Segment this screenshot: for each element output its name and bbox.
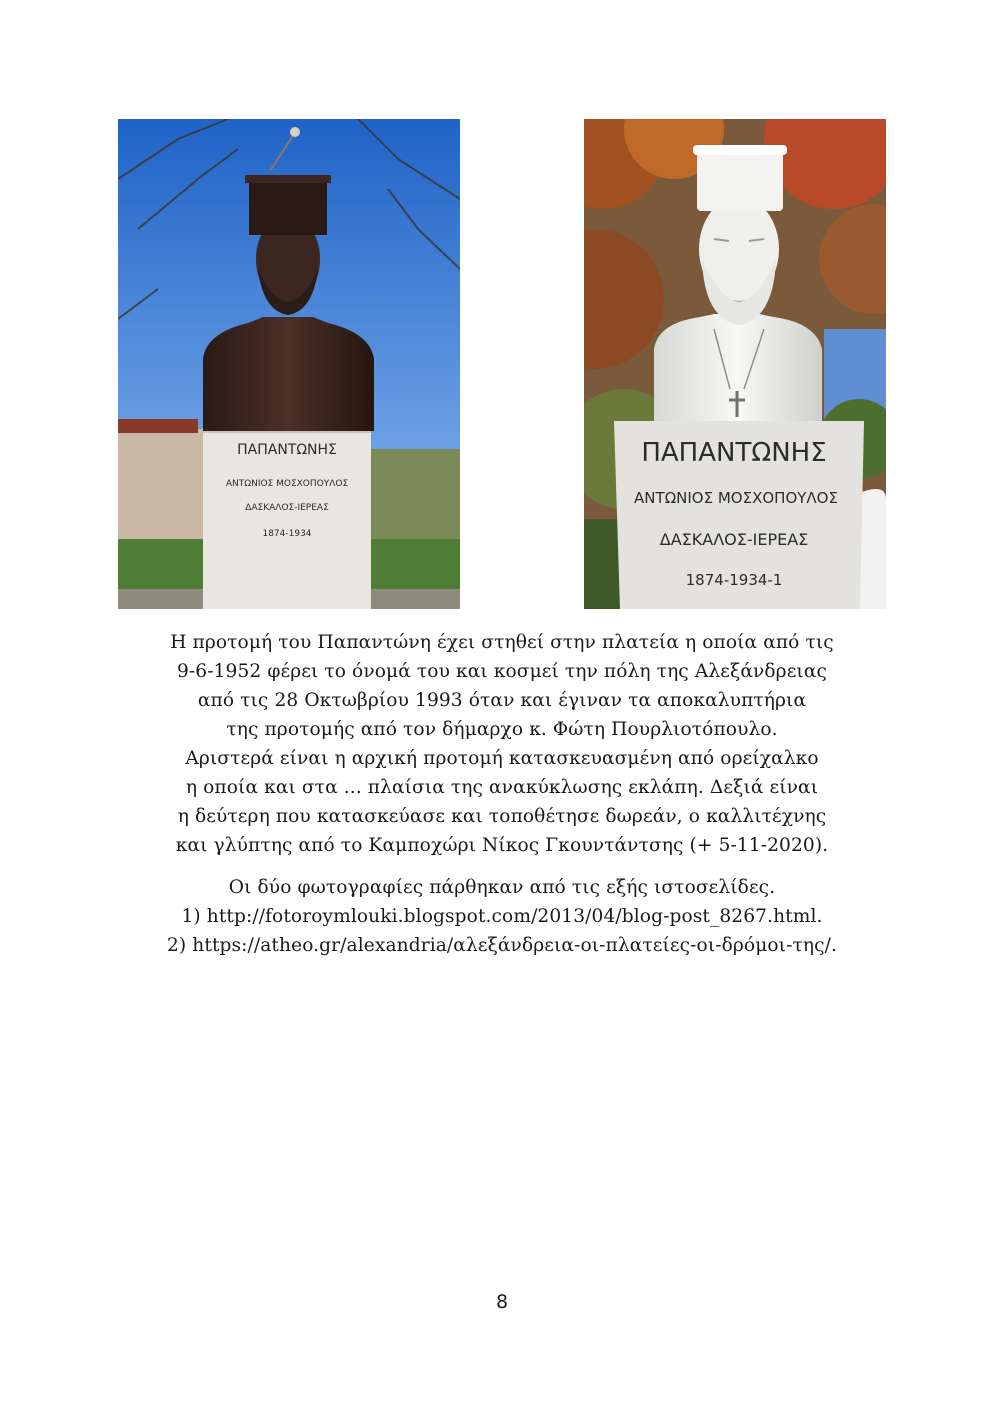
- caption-line: Αριστερά είναι η αρχική προτομή κατασκευασμένη από ορείχαλκο: [185, 748, 819, 769]
- left-inscription-role: ΔΑΣΚΑΛΟΣ-ΙΕΡΕΑΣ: [245, 503, 329, 513]
- source-link-1: 1) http://fotoroymlouki.blogspot.com/2013/04/blog-post_8267.html.: [181, 906, 823, 927]
- left-inscription-title: ΠΑΠΑΝΤΩΝΗΣ: [237, 442, 337, 458]
- caption-line: η οποία και στα ... πλαίσια της ανακύκλωσης εκλάπη. Δεξιά είναι: [185, 777, 819, 798]
- caption-line: και γλύπτης από το Καμποχώρι Νίκος Γκουντάντσης (+ 5-11-2020).: [175, 835, 829, 856]
- page-number: 8: [495, 1291, 509, 1313]
- left-inscription-name: ΑΝΤΩΝΙΟΣ ΜΟΣΧΟΠΟΥΛΟΣ: [225, 479, 349, 489]
- caption-line: από τις 28 Οκτωβρίου 1993 όταν και έγιναν τα αποκαλυπτήρια: [197, 690, 807, 711]
- source-link-2: 2) https://atheo.gr/alexandria/αλεξάνδρεια-οι-πλατείες-οι-δρόμοι-της/.: [167, 935, 837, 956]
- left-inscription-years: 1874-1934: [262, 529, 312, 539]
- photo-sources: [110, 873, 894, 960]
- right-inscription-name: ΑΝΤΩΝΙΟΣ ΜΟΣΧΟΠΟΥΛΟΣ: [634, 489, 838, 507]
- caption-line: η δεύτερη που κατασκεύασε και τοποθέτησε δωρεάν, ο καλλιτέχνης: [177, 806, 827, 827]
- sources-intro: Οι δύο φωτογραφίες πάρθηκαν από τις εξής ιστοσελίδες.: [228, 877, 776, 898]
- right-inscription-title: ΠΑΠΑΝΤΩΝΗΣ: [641, 438, 827, 468]
- photo-marble-bust: [584, 119, 886, 609]
- right-inscription-role: ΔΑΣΚΑΛΟΣ-ΙΕΡΕΑΣ: [659, 530, 809, 549]
- right-inscription-years: 1874-1934-1: [685, 571, 783, 589]
- caption-line: της προτομής από τον δήμαρχο κ. Φώτη Πουρλιοτόπουλο.: [226, 719, 778, 740]
- caption-line: Η προτομή του Παπαντώνη έχει στηθεί στην πλατεία η οποία από τις: [170, 632, 834, 653]
- photo-bronze-bust: [118, 119, 460, 609]
- photo-caption: [110, 628, 894, 860]
- caption-line: 9-6-1952 φέρει το όνομά του και κοσμεί την πόλη της Αλεξάνδρειας: [176, 661, 827, 682]
